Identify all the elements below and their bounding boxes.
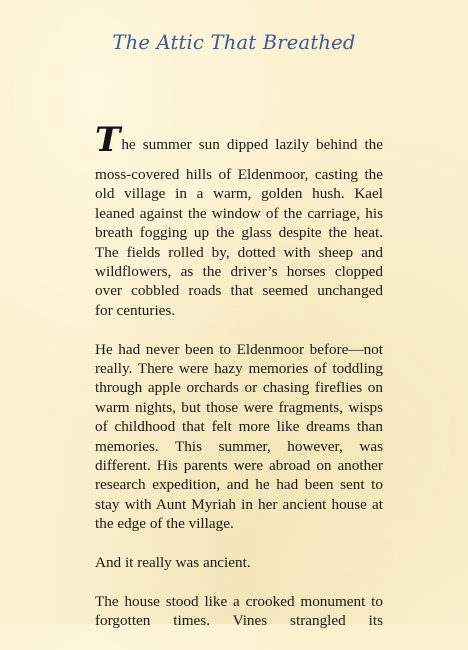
text-line: for centuries. (95, 301, 176, 319)
chapter-body (95, 120, 383, 650)
paragraph-1-first-line (95, 120, 383, 165)
text-line: research expedition, and he had been sent to (95, 476, 383, 494)
text-line: breath fogging up the glass despite the heat. (95, 224, 383, 242)
paragraph-4 (95, 592, 383, 631)
paragraph-2 (95, 340, 383, 534)
text-line: The fields rolled by, dotted with sheep and (95, 243, 383, 261)
text-line: wildflowers, as the driver’s horses clopped (95, 263, 383, 281)
first-line-text: he summer sun dipped lazily behind the (121, 136, 383, 153)
text-line: forgotten times. Vines strangled its (95, 612, 383, 630)
text-line: leaned against the window of the carriage, his (95, 204, 383, 222)
text-line: warm nights, but those were fragments, wisps (95, 398, 383, 416)
text-line: the edge of the village. (95, 515, 234, 533)
text-line: memories. This summer, however, was (95, 437, 383, 455)
text-line: old village in a warm, golden hush. Kael (95, 185, 383, 203)
paragraph-3 (95, 553, 383, 572)
chapter-title: The Attic That Breathed (112, 31, 356, 54)
text-line: And it really was ancient. (95, 554, 251, 572)
text-line: through apple orchards or chasing fireflies on (95, 379, 383, 397)
text-line: over cobbled roads that seemed unchanged (95, 282, 383, 300)
text-line: of childhood that felt more like dreams than (95, 418, 383, 436)
text-line: The house stood like a crooked monument to (95, 592, 383, 610)
paragraph-1 (95, 120, 383, 320)
text-line: He had never been to Eldenmoor before—not (95, 340, 383, 358)
text-line: really. There were hazy memories of toddling (95, 360, 383, 378)
text-line: different. His parents were abroad on another (95, 457, 383, 475)
text-line: stay with Aunt Myriah in her ancient house at (95, 495, 383, 513)
drop-cap: T (95, 120, 121, 160)
text-line: moss-covered hills of Eldenmoor, casting the (95, 166, 383, 183)
